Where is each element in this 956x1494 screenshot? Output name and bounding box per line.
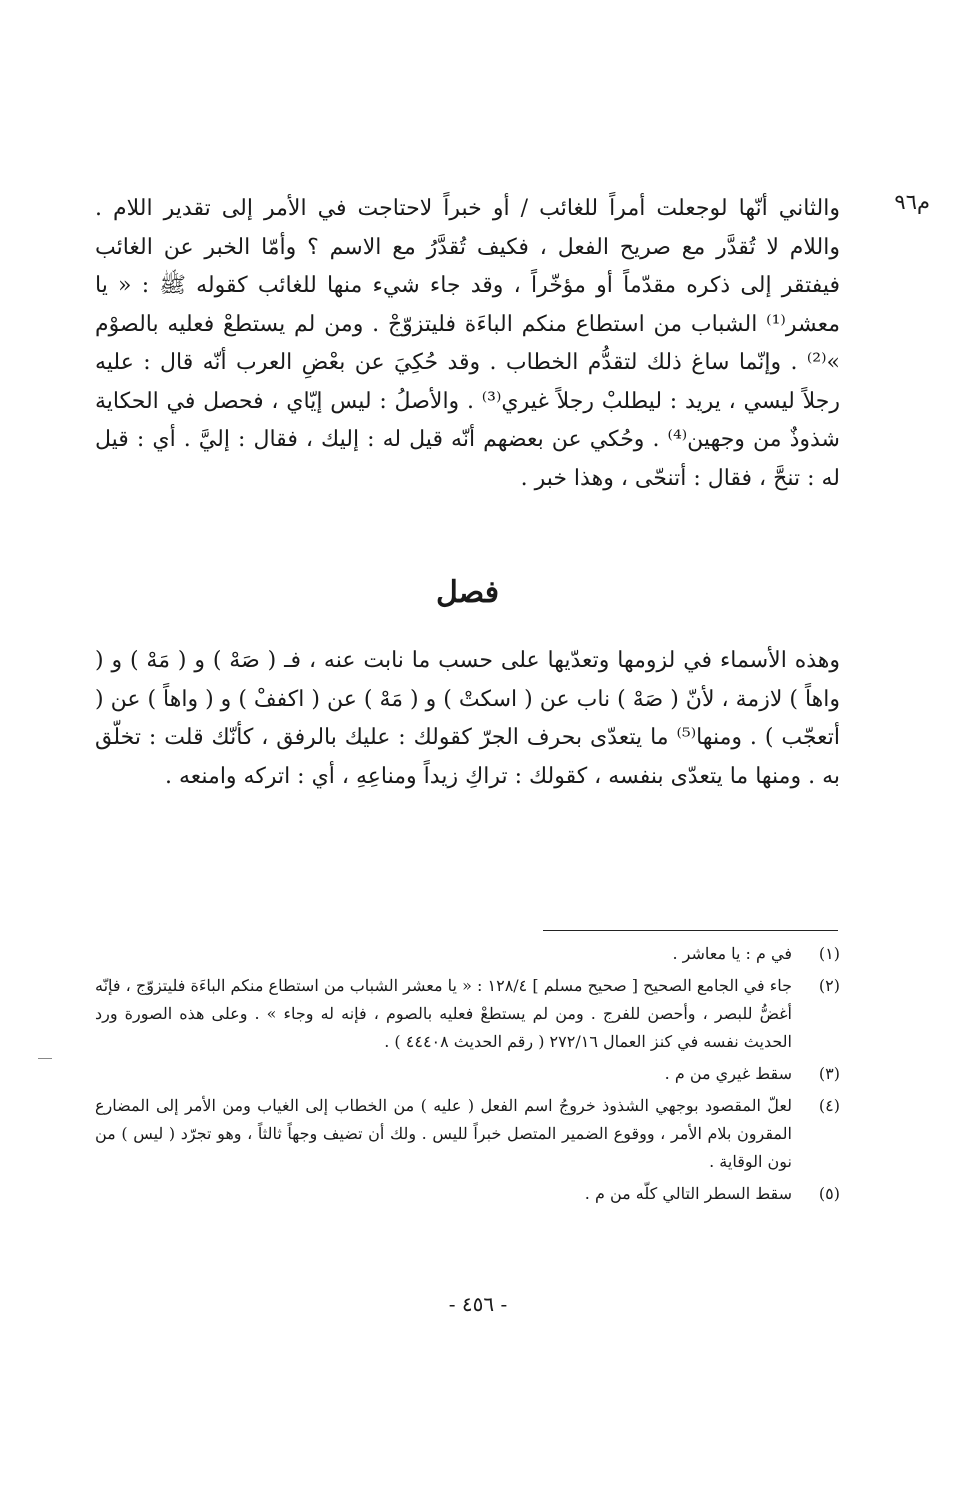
- footnote-number: (٢): [818, 976, 840, 995]
- footnote-divider: [543, 930, 838, 931]
- footnote-number: (٥): [818, 1184, 840, 1203]
- footnote-text: في م : يا معاشر .: [672, 944, 792, 963]
- footnote-text: سقط غيري من م .: [664, 1064, 792, 1083]
- footnote-text: لعلّ المقصود بوجهي الشذوذ خروجُ اسم الفعل ( عليه ) من الخطاب إلى الغياب ومن الأمر إلى المضارع المقرون بلام الأمر ، ووقوع الضمير المتصل خبراً لليس . ولك أن تضيف وجهاً ثالثاً ، وهو تجرّد ( ليس ) من نون الوقاية .: [95, 1096, 792, 1171]
- main-paragraph-block: [95, 190, 840, 498]
- footnote-text: جاء في الجامع الصحيح [ صحيح مسلم ] ١٢٨/٤ : « يا معشر الشباب من استطاع منكم الباءَة فليتزوّج ، فإنّه أغضُّ للبصر ، وأحصن للفرج . ومن لم يستطعْ فعليه بالصوم ، فإنه له وجاء » . وعلى هذه الصورة ورد الحديث نفسه في كنز العمال ٢٧٢/١٦ ( رقم الحديث ٤٤٤٠٨ ) .: [95, 976, 793, 1051]
- footnote-number: (١): [818, 944, 840, 963]
- main-paragraph: والثاني أنّها لوجعلت أمراً للغائب / أو خبراً لاحتاجت في الأمر إلى تقدير اللام . واللام لا تُقدَّر مع صريح الفعل ، فكيف تُقدَّرُ مع الاسم ؟ وأمّا الخبر عن الغائب فيفتقر إلى ذكره مقدّماً أو مؤخّراً ، وقد جاء شيء منها للغائب كقوله ﷺ : « يا معشر⁽¹⁾ الشباب من استطاع منكم الباءَة فليتزوّجْ . ومن لم يستطعْ فعليه بالصوْم »⁽²⁾ . وإنّما ساغ ذلك لتقدُّم الخطاب . وقد حُكِيَ عن بعْضِ العرب أنّه قال : عليه رجلاً ليسي ، يريد : ليطلبْ رجلاً غيري⁽³⁾ . والأصلُ : ليس إيّاي ، فحصل في الحكاية شذوذٌ من وجهين⁽⁴⁾ . وحُكي عن بعضهم أنّه قيل له : إليك ، فقال : إليَّ . أي : قيل له : تنحَّ ، فقال : أتنحّى ، وهذا خبر .: [95, 196, 840, 491]
- footnote-number: (٣): [818, 1064, 840, 1083]
- section-paragraph: وهذه الأسماء في لزومها وتعدّيها على حسب ما نابت عنه ، فـ ( صَهْ ) و ( مَهْ ) و ( واهاً ) لازمة ، لأنّ ( صَهْ ) ناب عن ( اسكتْ ) و ( مَهْ ) عن ( اكففْ ) و ( واهاً ) عن ( أتعجّب ) . ومنها⁽⁵⁾ ما يتعدّى بحرف الجرّ كقولك : عليك بالرفق ، كأنّك قلت : تخلّق به . ومنها ما يتعدّى بنفسه ، كقولك : تراكِ زيداً ومناعِهِ ، أي : اتركه وامنعه .: [95, 648, 840, 789]
- footnote-text: سقط السطر التالي كلّه من م .: [584, 1184, 792, 1203]
- footnotes-list: [95, 940, 840, 1212]
- footnote-item: [95, 1092, 840, 1176]
- footnote-item: [95, 1060, 840, 1088]
- footnote-item: [95, 1180, 840, 1208]
- section-paragraph-block: [95, 642, 840, 796]
- footnote-item: [95, 972, 840, 1056]
- scan-artifact-mark: [38, 1058, 52, 1059]
- margin-manuscript-reference: م٩٦: [894, 190, 930, 214]
- section-heading: فصل: [435, 575, 500, 610]
- footnote-item: [95, 940, 840, 968]
- footnote-number: (٤): [818, 1096, 840, 1115]
- page-number: - ٤٥٦ -: [448, 1292, 508, 1316]
